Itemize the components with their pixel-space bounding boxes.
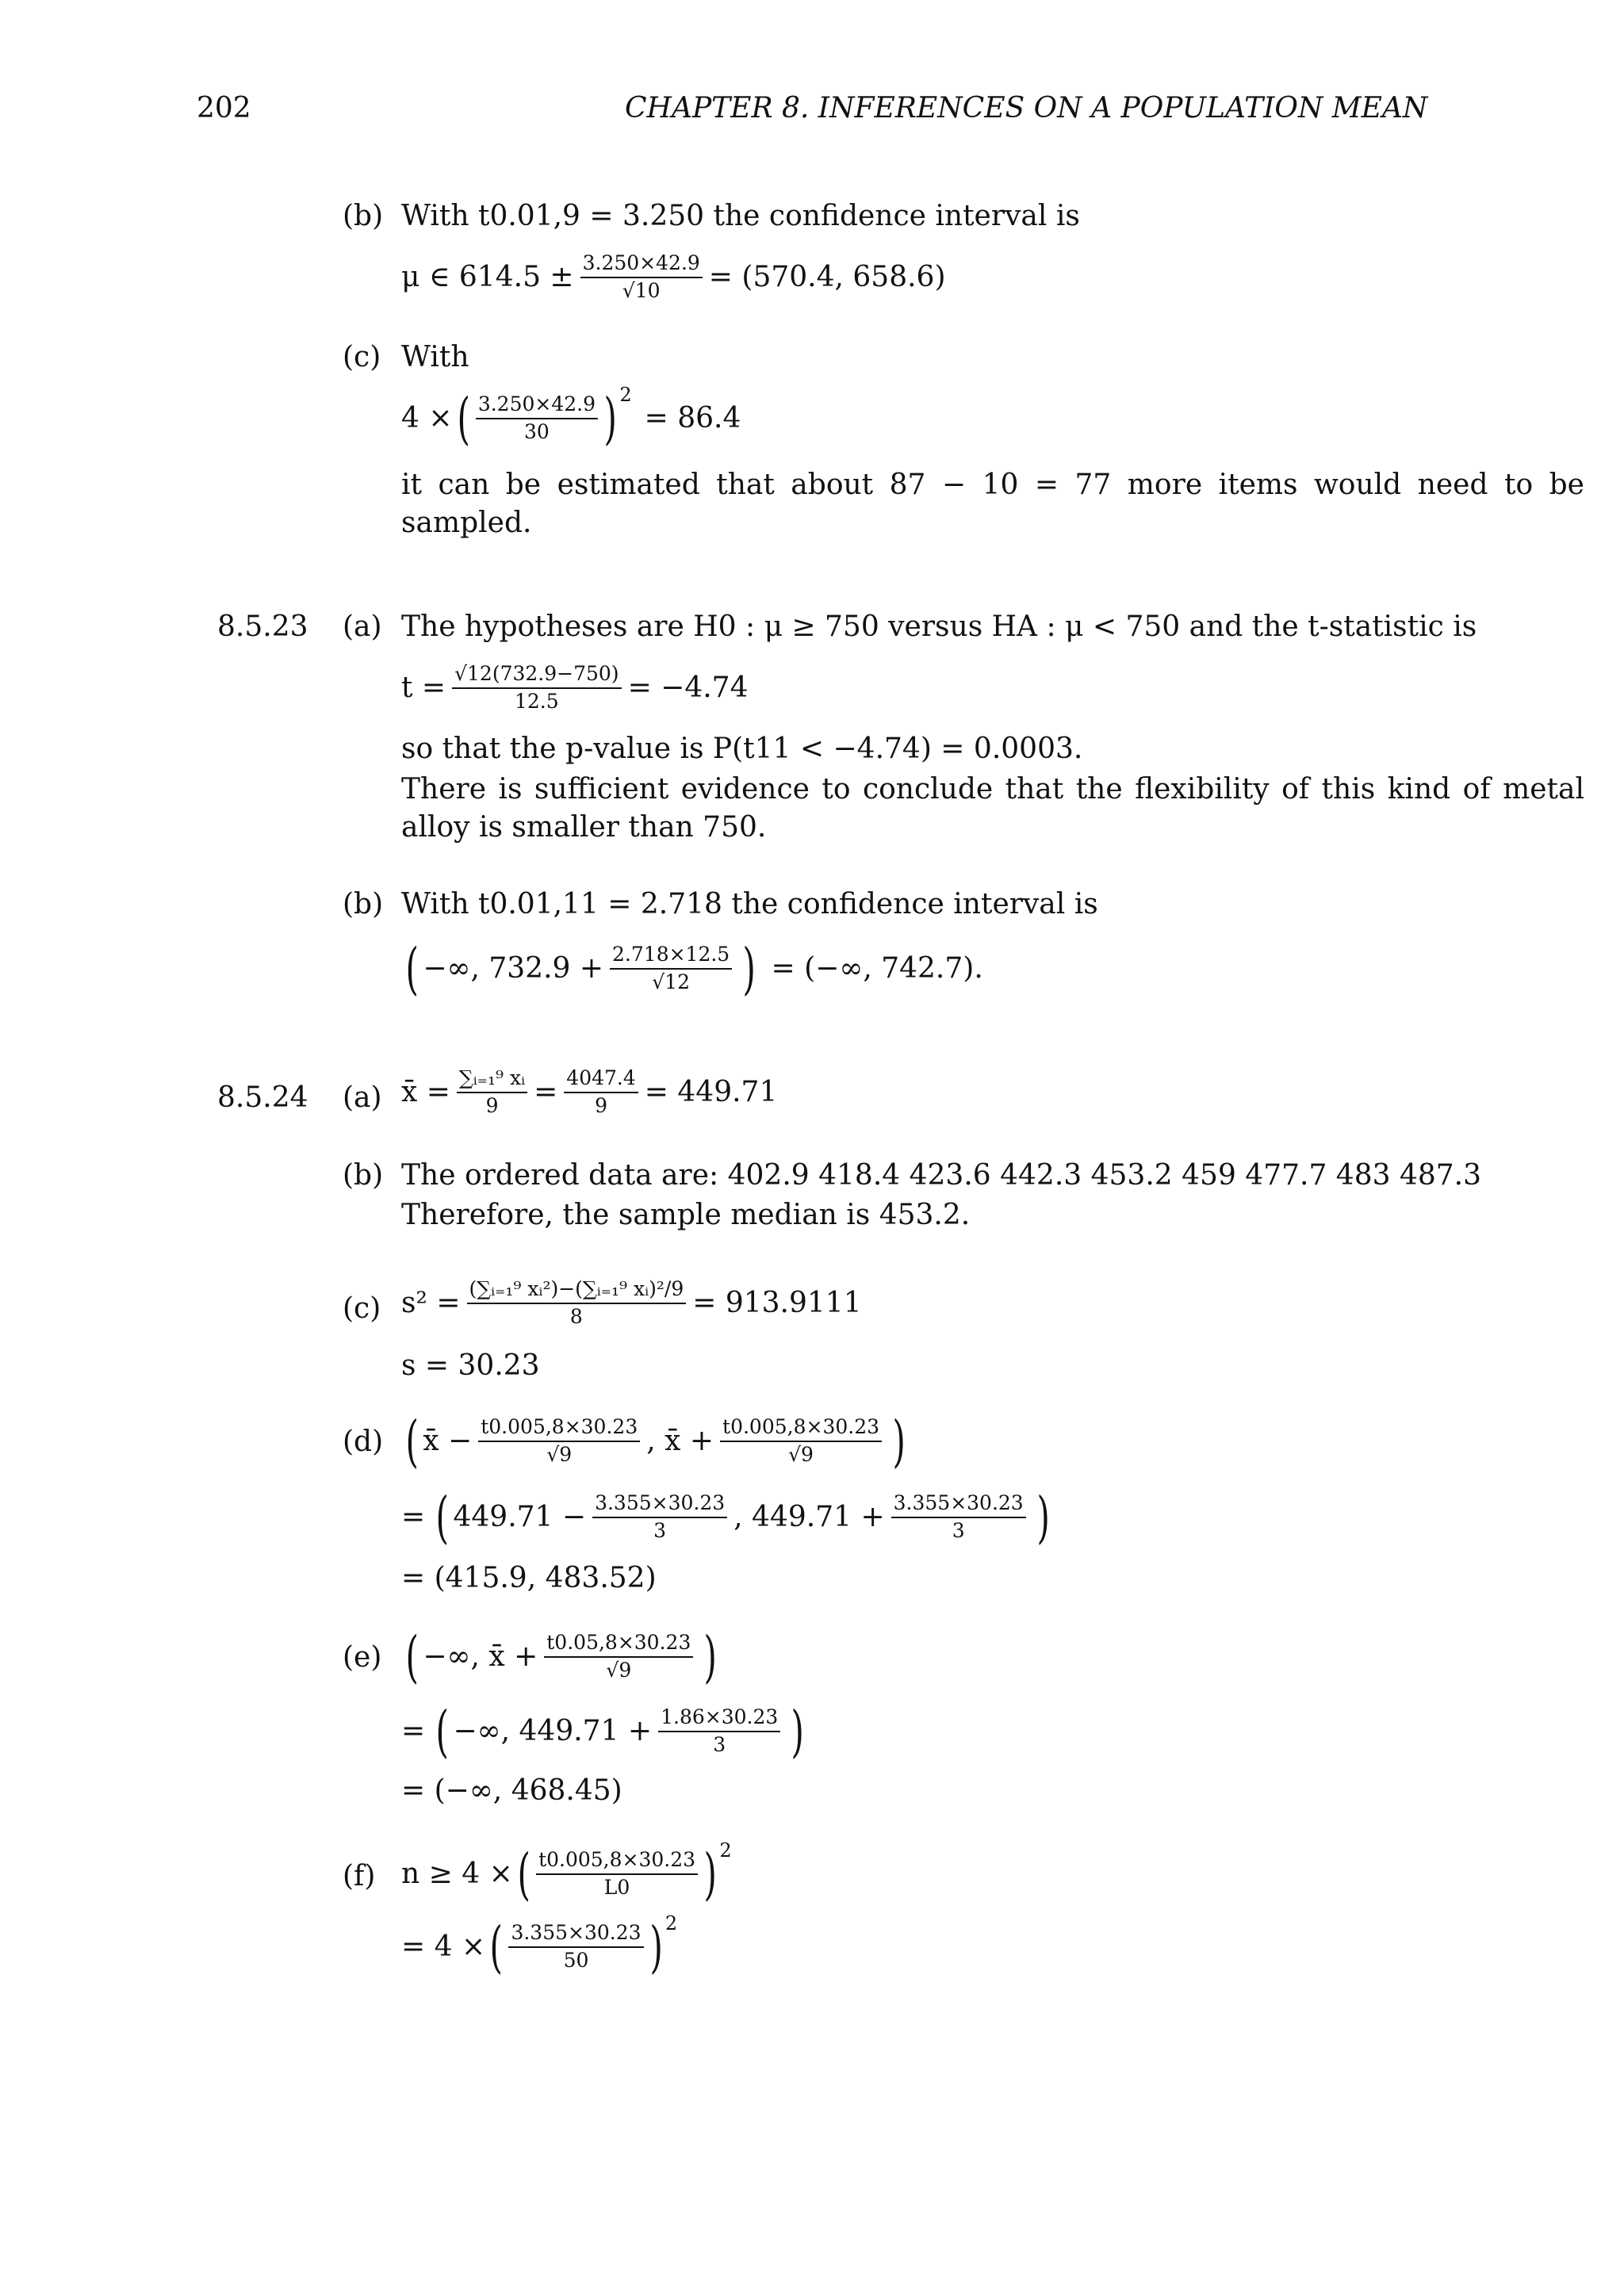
part-b-label: (b) [343, 200, 384, 232]
fraction [536, 1849, 698, 1899]
right-paren: ) [649, 1914, 663, 1980]
denominator: √9 [546, 1443, 573, 1466]
numerator: t0.05,8×30.23 [544, 1632, 693, 1658]
equals-sign: = [401, 1715, 426, 1747]
part-b-equation [401, 252, 946, 302]
fraction [592, 1492, 727, 1542]
denominator: 9 [485, 1094, 499, 1117]
denominator: 12.5 [514, 690, 559, 713]
eq-pre: μ ∈ 614.5 ± [401, 261, 574, 293]
eq-post: = 86.4 [644, 402, 741, 434]
part-c-text: With [401, 341, 469, 373]
left-paren: ( [405, 1624, 419, 1689]
fraction [476, 393, 598, 443]
denominator: √9 [606, 1659, 632, 1682]
fraction [452, 663, 621, 713]
left-paren: ( [405, 936, 419, 1001]
p-value-text: so that the p-value is P(t11 < −4.74) = 0.0003. [401, 733, 1083, 765]
eq-pre: t = [401, 672, 446, 704]
fraction [610, 943, 732, 993]
numerator: √12(732.9−750) [452, 663, 621, 689]
denominator: 3 [713, 1733, 726, 1756]
part-f-line-2 [401, 1911, 678, 1980]
numerator: 3.250×42.9 [580, 252, 703, 278]
numerator: 3.355×30.23 [592, 1492, 727, 1518]
t-statistic-equation [401, 663, 749, 713]
eq-pre: −∞, 732.9 + [423, 952, 604, 985]
denominator: 50 [563, 1949, 589, 1972]
part-f-line-1 [401, 1839, 732, 1907]
eq-post: = −4.74 [627, 672, 749, 704]
fraction [580, 252, 703, 302]
eq-pre: n ≥ 4 × [401, 1858, 513, 1890]
eq-pre: 449.71 − [453, 1501, 587, 1533]
denominator: √9 [788, 1443, 814, 1466]
denominator: √12 [652, 970, 690, 993]
denominator: 3 [952, 1519, 965, 1542]
exponent: 2 [665, 1911, 678, 1934]
std-dev-text: s = 30.23 [401, 1349, 540, 1382]
fraction [467, 1278, 687, 1328]
part-e-line-2 [401, 1698, 809, 1764]
equals-sign: = [401, 1501, 426, 1533]
part-d-line-1 [401, 1408, 910, 1474]
eq-pre: −∞, x̄ + [423, 1640, 538, 1673]
eq-pre: −∞, 449.71 + [453, 1715, 653, 1747]
fraction [720, 1416, 882, 1466]
numerator: 3.250×42.9 [476, 393, 598, 419]
part-a-label: (a) [343, 1081, 382, 1114]
eq-pre: x̄ − [423, 1425, 473, 1457]
part-e-line-1 [401, 1624, 722, 1689]
left-paren: ( [435, 1484, 450, 1550]
fraction [508, 1922, 643, 1972]
variance-equation [401, 1278, 862, 1328]
part-f-label: (f) [343, 1860, 376, 1892]
part-b-label: (b) [343, 1159, 384, 1192]
right-paren: ) [742, 936, 756, 1001]
eq-post: = (570.4, 658.6) [708, 261, 946, 293]
right-paren: ) [892, 1408, 906, 1474]
fraction [658, 1706, 780, 1756]
part-d-result: = (415.9, 483.52) [401, 1562, 657, 1594]
mean-equation [401, 1067, 777, 1117]
left-paren: ( [435, 1698, 450, 1764]
part-a-label: (a) [343, 610, 382, 643]
fraction [891, 1492, 1026, 1542]
part-d-label: (d) [343, 1425, 384, 1458]
eq-post: = (−∞, 742.7). [771, 952, 983, 985]
part-a-text: The hypotheses are H0 : μ ≥ 750 versus HA : μ < 750 and the t-statistic is [401, 610, 1477, 643]
numerator: t0.005,8×30.23 [478, 1416, 640, 1442]
median-text: Therefore, the sample median is 453.2. [401, 1199, 971, 1231]
denominator: 8 [569, 1305, 583, 1328]
denominator: L0 [603, 1876, 630, 1899]
eq-post: = 913.9111 [692, 1287, 862, 1319]
part-c-label: (c) [343, 1292, 381, 1325]
fraction [457, 1067, 527, 1117]
ordered-data-text: The ordered data are: 402.9 418.4 423.6 442.3 453.2 459 477.7 483 487.3 [401, 1159, 1482, 1192]
numerator: t0.005,8×30.23 [720, 1416, 882, 1442]
denominator: 3 [653, 1519, 667, 1542]
eq-pre: 4 × [401, 402, 453, 434]
eq-mid: , x̄ + [646, 1425, 714, 1457]
numerator: t0.005,8×30.23 [536, 1849, 698, 1875]
numerator: 2.718×12.5 [610, 943, 732, 970]
denominator: √10 [622, 279, 661, 302]
denominator: 9 [595, 1094, 607, 1117]
fraction [478, 1416, 640, 1466]
fraction [544, 1632, 693, 1682]
part-b-text: With t0.01,11 = 2.718 the confidence interval is [401, 888, 1098, 920]
page-number: 202 [197, 92, 251, 124]
running-title: CHAPTER 8. INFERENCES ON A POPULATION MEAN [625, 92, 1428, 124]
part-d-line-2 [401, 1484, 1054, 1550]
exponent: 2 [719, 1839, 732, 1862]
eq-post: = 449.71 [644, 1076, 778, 1108]
eq-pre: s² = [401, 1287, 461, 1319]
part-a-conclusion: There is sufficient evidence to conclude that the flexibility of this kind of metal alloy is smaller than 750. [401, 773, 1584, 844]
numerator: (∑ᵢ₌₁⁹ xᵢ²)−(∑ᵢ₌₁⁹ xᵢ)²/9 [467, 1278, 687, 1304]
eq-mid: = [534, 1076, 558, 1108]
left-paren: ( [405, 1408, 419, 1474]
part-c-equation [401, 383, 741, 451]
confidence-interval-equation [401, 936, 983, 1001]
numerator: 1.86×30.23 [658, 1706, 780, 1732]
problem-number-8-5-23: 8.5.23 [217, 610, 308, 643]
eq-mid: , 449.71 + [733, 1501, 885, 1533]
part-b-text: With t0.01,9 = 3.250 the confidence interval is [401, 200, 1080, 232]
left-paren: ( [517, 1841, 530, 1907]
fraction [564, 1067, 638, 1117]
left-paren: ( [456, 385, 470, 451]
right-paren: ) [1036, 1484, 1050, 1550]
part-e-result: = (−∞, 468.45) [401, 1774, 622, 1807]
right-paren: ) [603, 385, 617, 451]
exponent: 2 [619, 383, 632, 406]
numerator: 3.355×30.23 [891, 1492, 1026, 1518]
part-c-label: (c) [343, 341, 381, 373]
numerator: 3.355×30.23 [508, 1922, 643, 1948]
right-paren: ) [791, 1698, 805, 1764]
part-e-label: (e) [343, 1641, 382, 1674]
eq-pre: x̄ = [401, 1076, 450, 1108]
numerator: 4047.4 [564, 1067, 638, 1093]
right-paren: ) [703, 1841, 717, 1907]
part-b-label: (b) [343, 888, 384, 920]
left-paren: ( [489, 1914, 503, 1980]
numerator: ∑ᵢ₌₁⁹ xᵢ [457, 1067, 527, 1093]
part-c-conclusion: it can be estimated that about 87 − 10 = 77 more items would need to be sampled. [401, 469, 1584, 539]
problem-number-8-5-24: 8.5.24 [217, 1081, 308, 1114]
denominator: 30 [524, 420, 550, 443]
eq-pre: = 4 × [401, 1931, 486, 1963]
right-paren: ) [703, 1624, 718, 1689]
